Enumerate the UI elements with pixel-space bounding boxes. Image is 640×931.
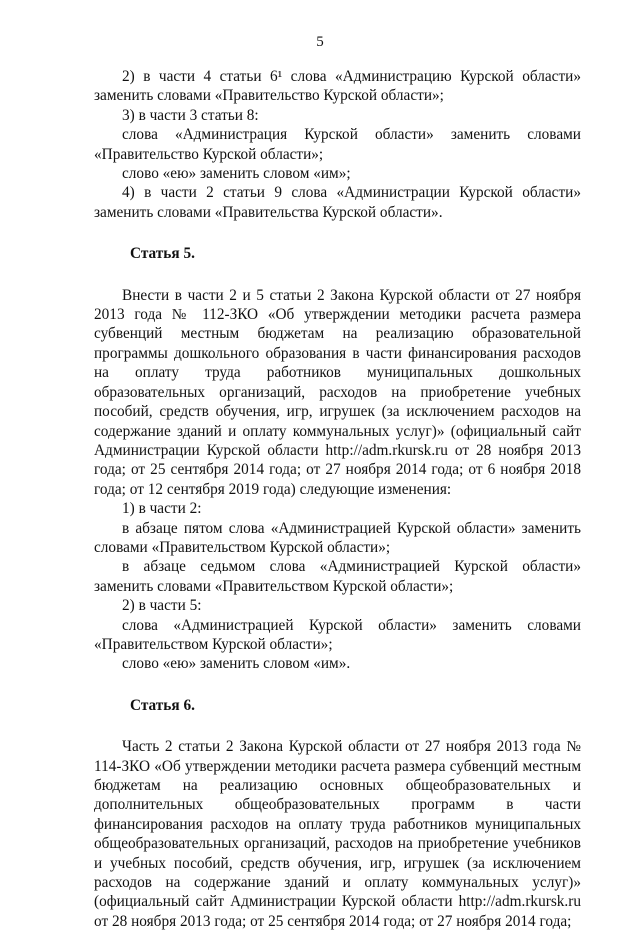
- paragraph-words-replace: слова «Администрация Курской области» заменить словами «Правительство Курской области»;: [94, 126, 581, 163]
- article-5-paragraph-5: в абзаце пятом слова «Администрацией Курской области» заменить словами «Правительством Курской области»;: [94, 519, 581, 556]
- article-5-word-replace: слово «ею» заменить словом «им».: [122, 655, 351, 673]
- article-6-heading: Статья 6.: [130, 696, 195, 714]
- article-5-heading: Статья 5.: [130, 245, 195, 263]
- paragraph-word-replace: слово «ею» заменить словом «им»;: [122, 165, 351, 183]
- article-5-words-replace: слова «Администрацией Курской области» заменить словами «Правительством Курской области»;: [94, 616, 581, 653]
- article-5-intro: Внести в части 2 и 5 статьи 2 Закона Курской области от 27 ноября 2013 года № 112-ЗКО «Об утверждении методики расчета размера субвенций местным бюджетам на реализацию образовательной программы дошкольного образования в части финансирования расходов на оплату труда работников муниципальных дошкольных образовательных организаций, расходов на приобретение учебных пособий, средств обучения, игр, игрушек (за исключением расходов на содержание зданий и оплату коммунальных услуг)» (официальный сайт Администрации Курской области http://adm.rkursk.ru от 28 ноября 2013 года; от 25 сентября 2014 года; от 27 ноября 2014 года; от 6 ноября 2018 года; от 12 сентября 2019 года) следующие изменения:: [94, 286, 581, 498]
- document-body: [94, 67, 581, 931]
- page-number: 5: [316, 34, 324, 50]
- article-6-text: Часть 2 статьи 2 Закона Курской области от 27 ноября 2013 года № 114-ЗКО «Об утверждении методики расчета размера субвенций местным бюджетам на реализацию основных общеобразовательных и дополнительных общеобразовательных программ в части финансирования расходов на оплату труда работников муниципальных общеобразовательных организаций, расходов на приобретение учебников и учебных пособий, средств обучения, игр, игрушек (за исключением расходов на содержание зданий и оплату коммунальных услуг)» (официальный сайт Администрации Курской области http://adm.rkursk.ru от 28 ноября 2013 года; от 25 сентября 2014 года; от 27 ноября 2014 года;: [94, 738, 581, 930]
- article-5-part-2: 1) в части 2:: [122, 500, 202, 518]
- article-5-paragraph-7: в абзаце седьмом слова «Администрацией Курской области» заменить словами «Правительством Курской области»;: [94, 558, 581, 595]
- paragraph-item-3: 3) в части 3 статьи 8:: [122, 106, 259, 124]
- paragraph-item-4: 4) в части 2 статьи 9 слова «Администрации Курской области» заменить словами «Правительства Курской области».: [94, 184, 581, 221]
- paragraph-item-2: 2) в части 4 статьи 6¹ слова «Администрацию Курской области» заменить словами «Правительство Курской области»;: [94, 68, 581, 105]
- article-5-part-5: 2) в части 5:: [122, 597, 202, 615]
